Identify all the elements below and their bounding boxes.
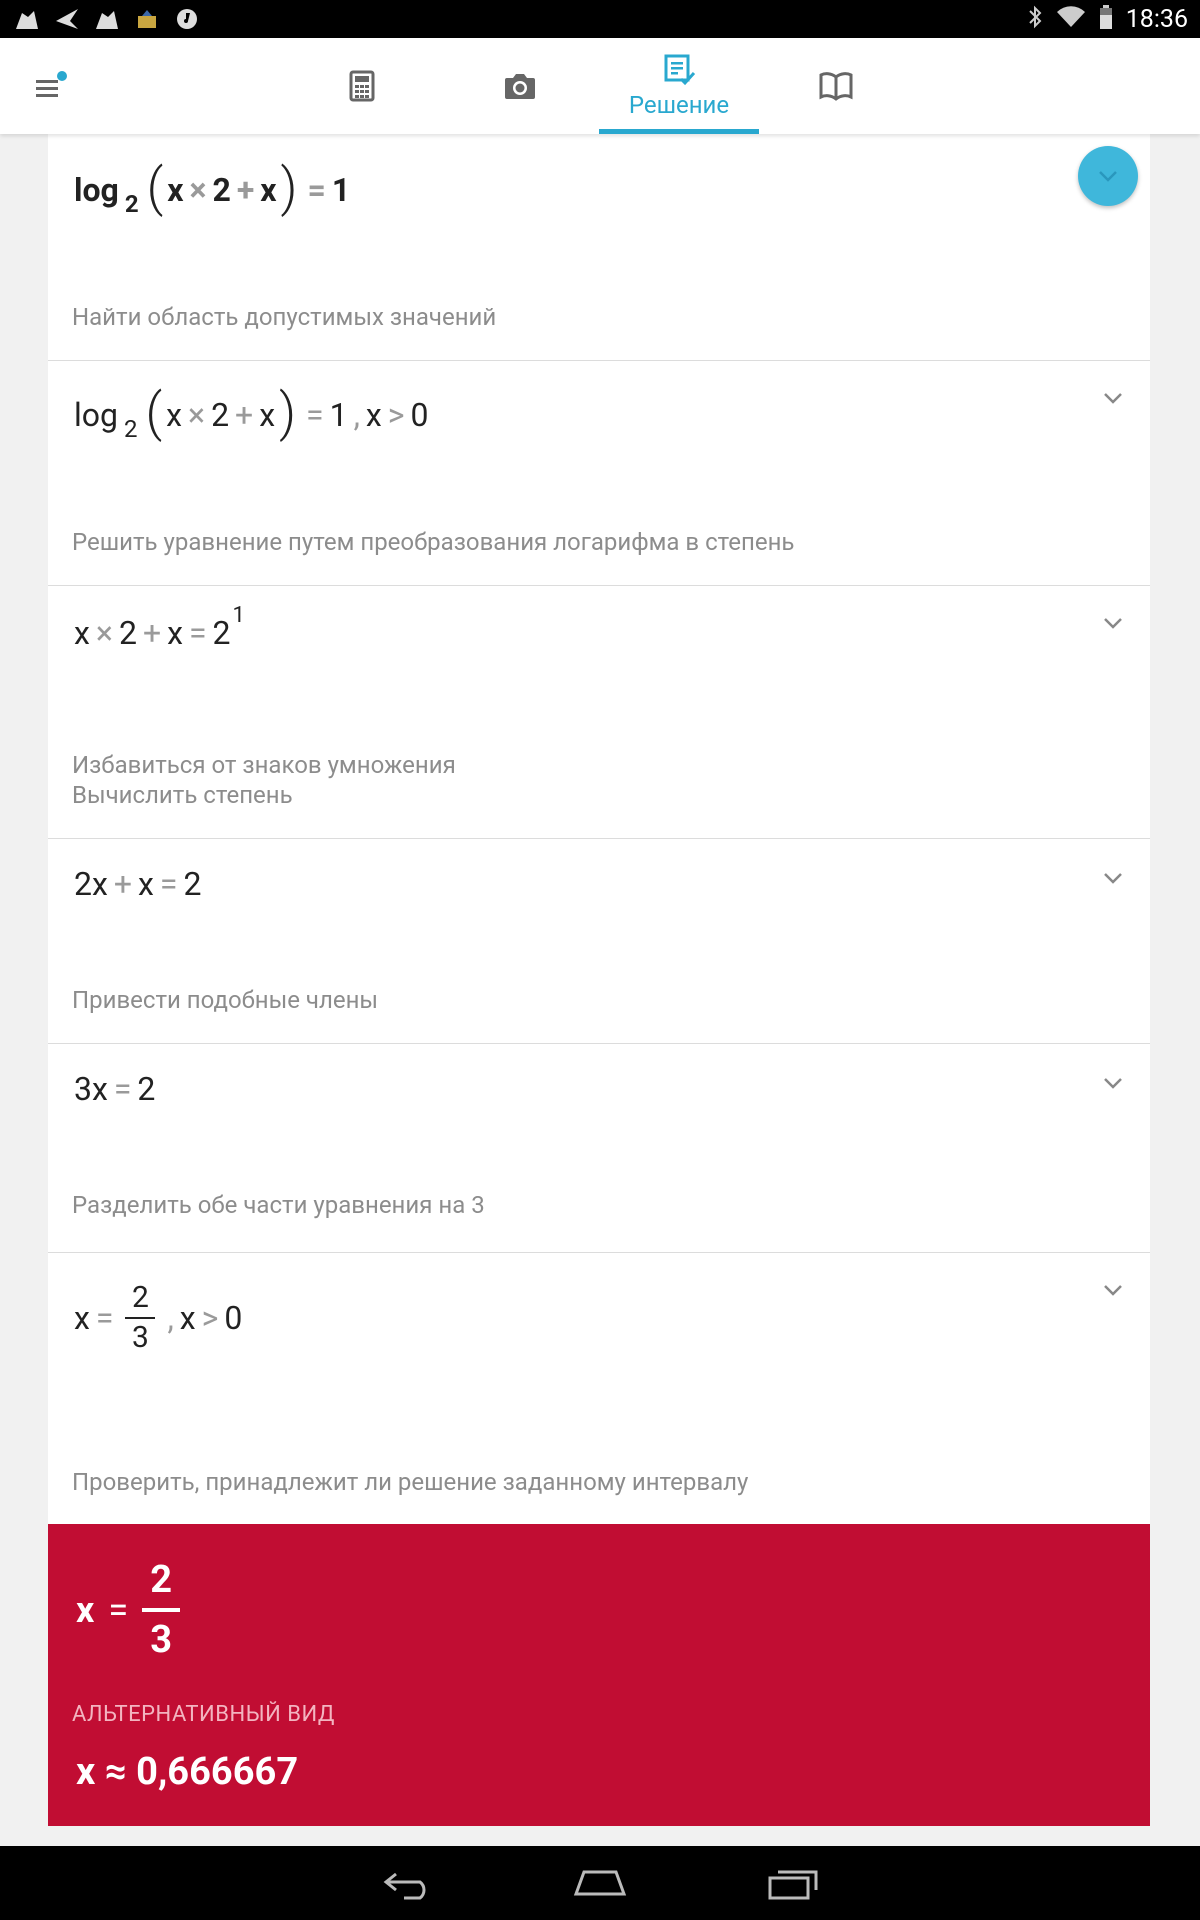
equals-op: = [159,865,178,903]
result-fraction [142,1558,180,1662]
active-tab-indicator [599,129,759,134]
number: 2 [211,396,230,434]
result-expression [76,1558,180,1662]
step-3-hint-2: Вычислить степень [72,781,293,809]
number: 2 [212,614,231,652]
close-paren: ) [280,157,298,218]
var-x: x [74,614,90,652]
tab-solution[interactable] [599,38,759,134]
back-arrow-icon [54,6,80,32]
alternative-form-value: x ≈ 0,666667 [76,1750,299,1794]
var-x: x [138,865,154,903]
step-5-hint: Разделить обе части уравнения на 3 [72,1191,485,1219]
fraction [125,1279,155,1357]
app-icon [134,6,160,32]
plus-op: + [113,865,133,903]
step-card-5[interactable] [48,1044,1150,1253]
number: 2 [137,1070,156,1108]
solution-icon [662,53,696,87]
notification-icons [14,6,200,32]
menu-button[interactable] [28,68,68,108]
collapse-fab-button[interactable] [1078,146,1138,206]
number: 0 [410,396,429,434]
cleaner-icon-2 [94,6,120,32]
number: 2 [118,614,137,652]
music-icon [174,6,200,32]
term: 3x [74,1070,108,1108]
log-base: 2 [124,190,139,218]
denominator: 3 [132,1320,149,1355]
var-x: x [260,171,277,209]
chevron-down-icon[interactable] [1102,616,1124,630]
number: 1 [331,171,351,209]
var-x: x [259,396,276,434]
result-denominator: 3 [150,1618,172,1662]
open-paren: ( [145,382,163,443]
number: 2 [183,865,202,903]
equals-op: = [95,1299,114,1337]
chevron-down-icon[interactable] [1102,1076,1124,1090]
system-status [1026,4,1188,34]
equals-op: = [113,1070,132,1108]
chevron-down-icon[interactable] [1102,1283,1124,1297]
chevron-down-icon[interactable] [1102,391,1124,405]
var-x: x [167,614,183,652]
step-4-expression [74,865,201,903]
plus-op: + [235,396,254,434]
close-paren: ) [279,382,297,443]
step-card-2[interactable] [48,361,1150,586]
plus-op: + [142,614,162,652]
step-card-6[interactable] [48,1253,1150,1524]
nav-home-icon[interactable] [572,1868,628,1898]
step-card-1[interactable] [48,134,1150,361]
chevron-down-icon [1097,169,1119,183]
open-paren: ( [146,157,164,218]
step-1-expression [74,157,351,218]
times-op: × [189,171,207,209]
var-x: x [365,396,382,434]
result-numerator: 2 [150,1558,172,1602]
chevron-down-icon[interactable] [1102,871,1124,885]
tab-camera[interactable] [488,38,552,134]
log-symbol: log [74,171,119,209]
var-x: x [179,1299,196,1337]
comma: , [167,1299,174,1337]
step-1-hint: Найти область допустимых значений [72,303,497,331]
greater-than-op: > [387,396,405,434]
var-x: x [166,396,182,434]
greater-than-op: > [201,1299,219,1337]
system-nav-bar [0,1846,1200,1920]
step-3-hint-1: Избавиться от знаков умножения [72,751,456,779]
equals-op: = [306,396,324,434]
book-icon [818,70,854,102]
step-2-expression [74,382,429,443]
step-4-hint: Привести подобные члены [72,986,379,1014]
number: 1 [329,396,348,434]
camera-icon [503,71,537,101]
term: 2x [74,865,108,903]
cleaner-icon [14,6,40,32]
var-x: x [74,1299,90,1337]
step-5-expression [74,1070,155,1108]
tab-solution-label: Решение [628,91,730,119]
app-header [0,38,1200,134]
number: 0 [224,1299,243,1337]
times-op: × [95,614,113,652]
step-3-expression [74,602,245,652]
tab-book[interactable] [804,38,868,134]
tab-calculator[interactable] [330,38,394,134]
result-panel [48,1524,1150,1826]
alternative-form-label: АЛЬТЕРНАТИВНЫЙ ВИД [72,1702,335,1727]
step-6-expression [74,1279,242,1357]
step-card-3[interactable] [48,586,1150,839]
log-base: 2 [124,415,138,443]
equals-op: = [188,614,207,652]
step-2-hint: Решить уравнение путем преобразования логарифма в степень [72,528,795,556]
result-var: x [76,1589,95,1631]
wifi-icon [1056,5,1086,33]
bluetooth-icon [1026,4,1044,34]
equals-op: = [307,171,326,209]
clock: 18:36 [1125,4,1188,34]
calculator-icon [349,70,375,102]
menu-icon [28,68,68,108]
comma: , [353,396,360,434]
status-bar [0,0,1200,38]
battery-icon [1098,4,1114,34]
step-6-hint: Проверить, принадлежит ли решение заданному интервалу [72,1468,749,1496]
times-op: × [187,396,206,434]
exponent: 1 [232,602,245,628]
var-x: x [167,171,184,209]
result-equals: = [108,1589,129,1631]
result-fraction-bar [142,1608,180,1612]
nav-recents-icon[interactable] [766,1868,820,1900]
step-card-4[interactable] [48,839,1150,1044]
log-symbol: log [74,396,118,434]
plus-op: + [236,171,255,209]
numerator: 2 [132,1280,149,1315]
number: 2 [212,171,231,209]
nav-back-icon[interactable] [382,1868,434,1900]
